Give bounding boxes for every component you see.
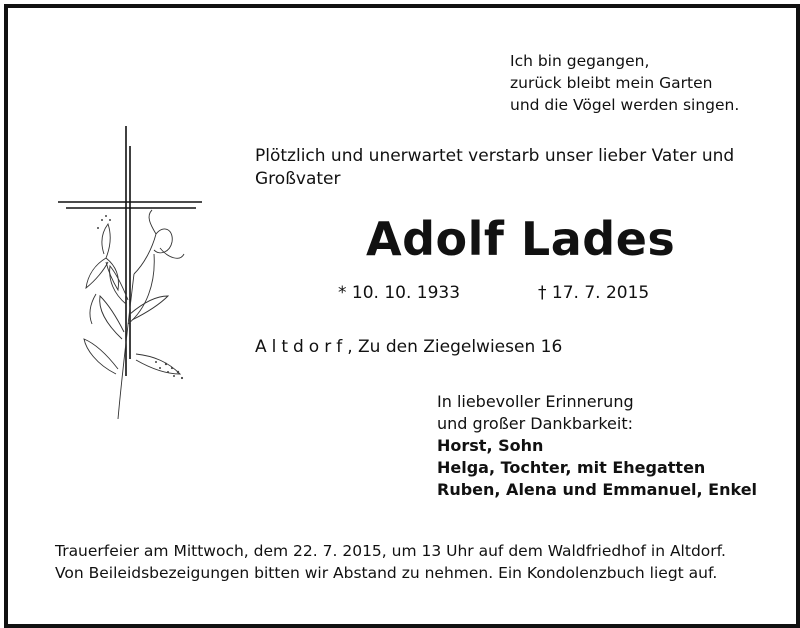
poem-line: Ich bin gegangen, — [510, 52, 650, 70]
funeral-info — [55, 540, 726, 584]
birth-date: * 10. 10. 1933 — [338, 283, 461, 303]
mourner-name: Helga, Tochter, mit Ehegatten — [437, 458, 706, 477]
address-street: , Zu den Ziegelwiesen 16 — [347, 337, 563, 357]
mourners-intro-line: In liebevoller Erinnerung — [437, 392, 634, 411]
death-date: † 17. 7. 2015 — [538, 283, 650, 303]
mourner-name: Horst, Sohn — [437, 436, 544, 455]
cross-with-lily-icon — [56, 124, 206, 424]
poem — [510, 50, 739, 116]
address — [255, 337, 562, 357]
funeral-info-line: Trauerfeier am Mittwoch, dem 22. 7. 2015, um 13 Uhr auf dem Waldfriedhof in Altdorf. — [55, 542, 726, 560]
mourners-intro-line: und großer Dankbarkeit: — [437, 414, 633, 433]
poem-line: zurück bleibt mein Garten — [510, 74, 713, 92]
mourner-name: Ruben, Alena und Emmanuel, Enkel — [437, 480, 758, 499]
address-town: Altdorf — [255, 337, 348, 357]
poem-line: und die Vögel werden singen. — [510, 96, 740, 114]
deceased-name: Adolf Lades — [366, 212, 676, 266]
mourners-block — [437, 391, 757, 501]
announcement-text: Plötzlich und unerwartet verstarb unser lieber Vater und Großvater — [255, 146, 735, 189]
funeral-info-line: Von Beileidsbezeigungen bitten wir Abstand zu nehmen. Ein Kondolenzbuch liegt auf. — [55, 564, 718, 582]
